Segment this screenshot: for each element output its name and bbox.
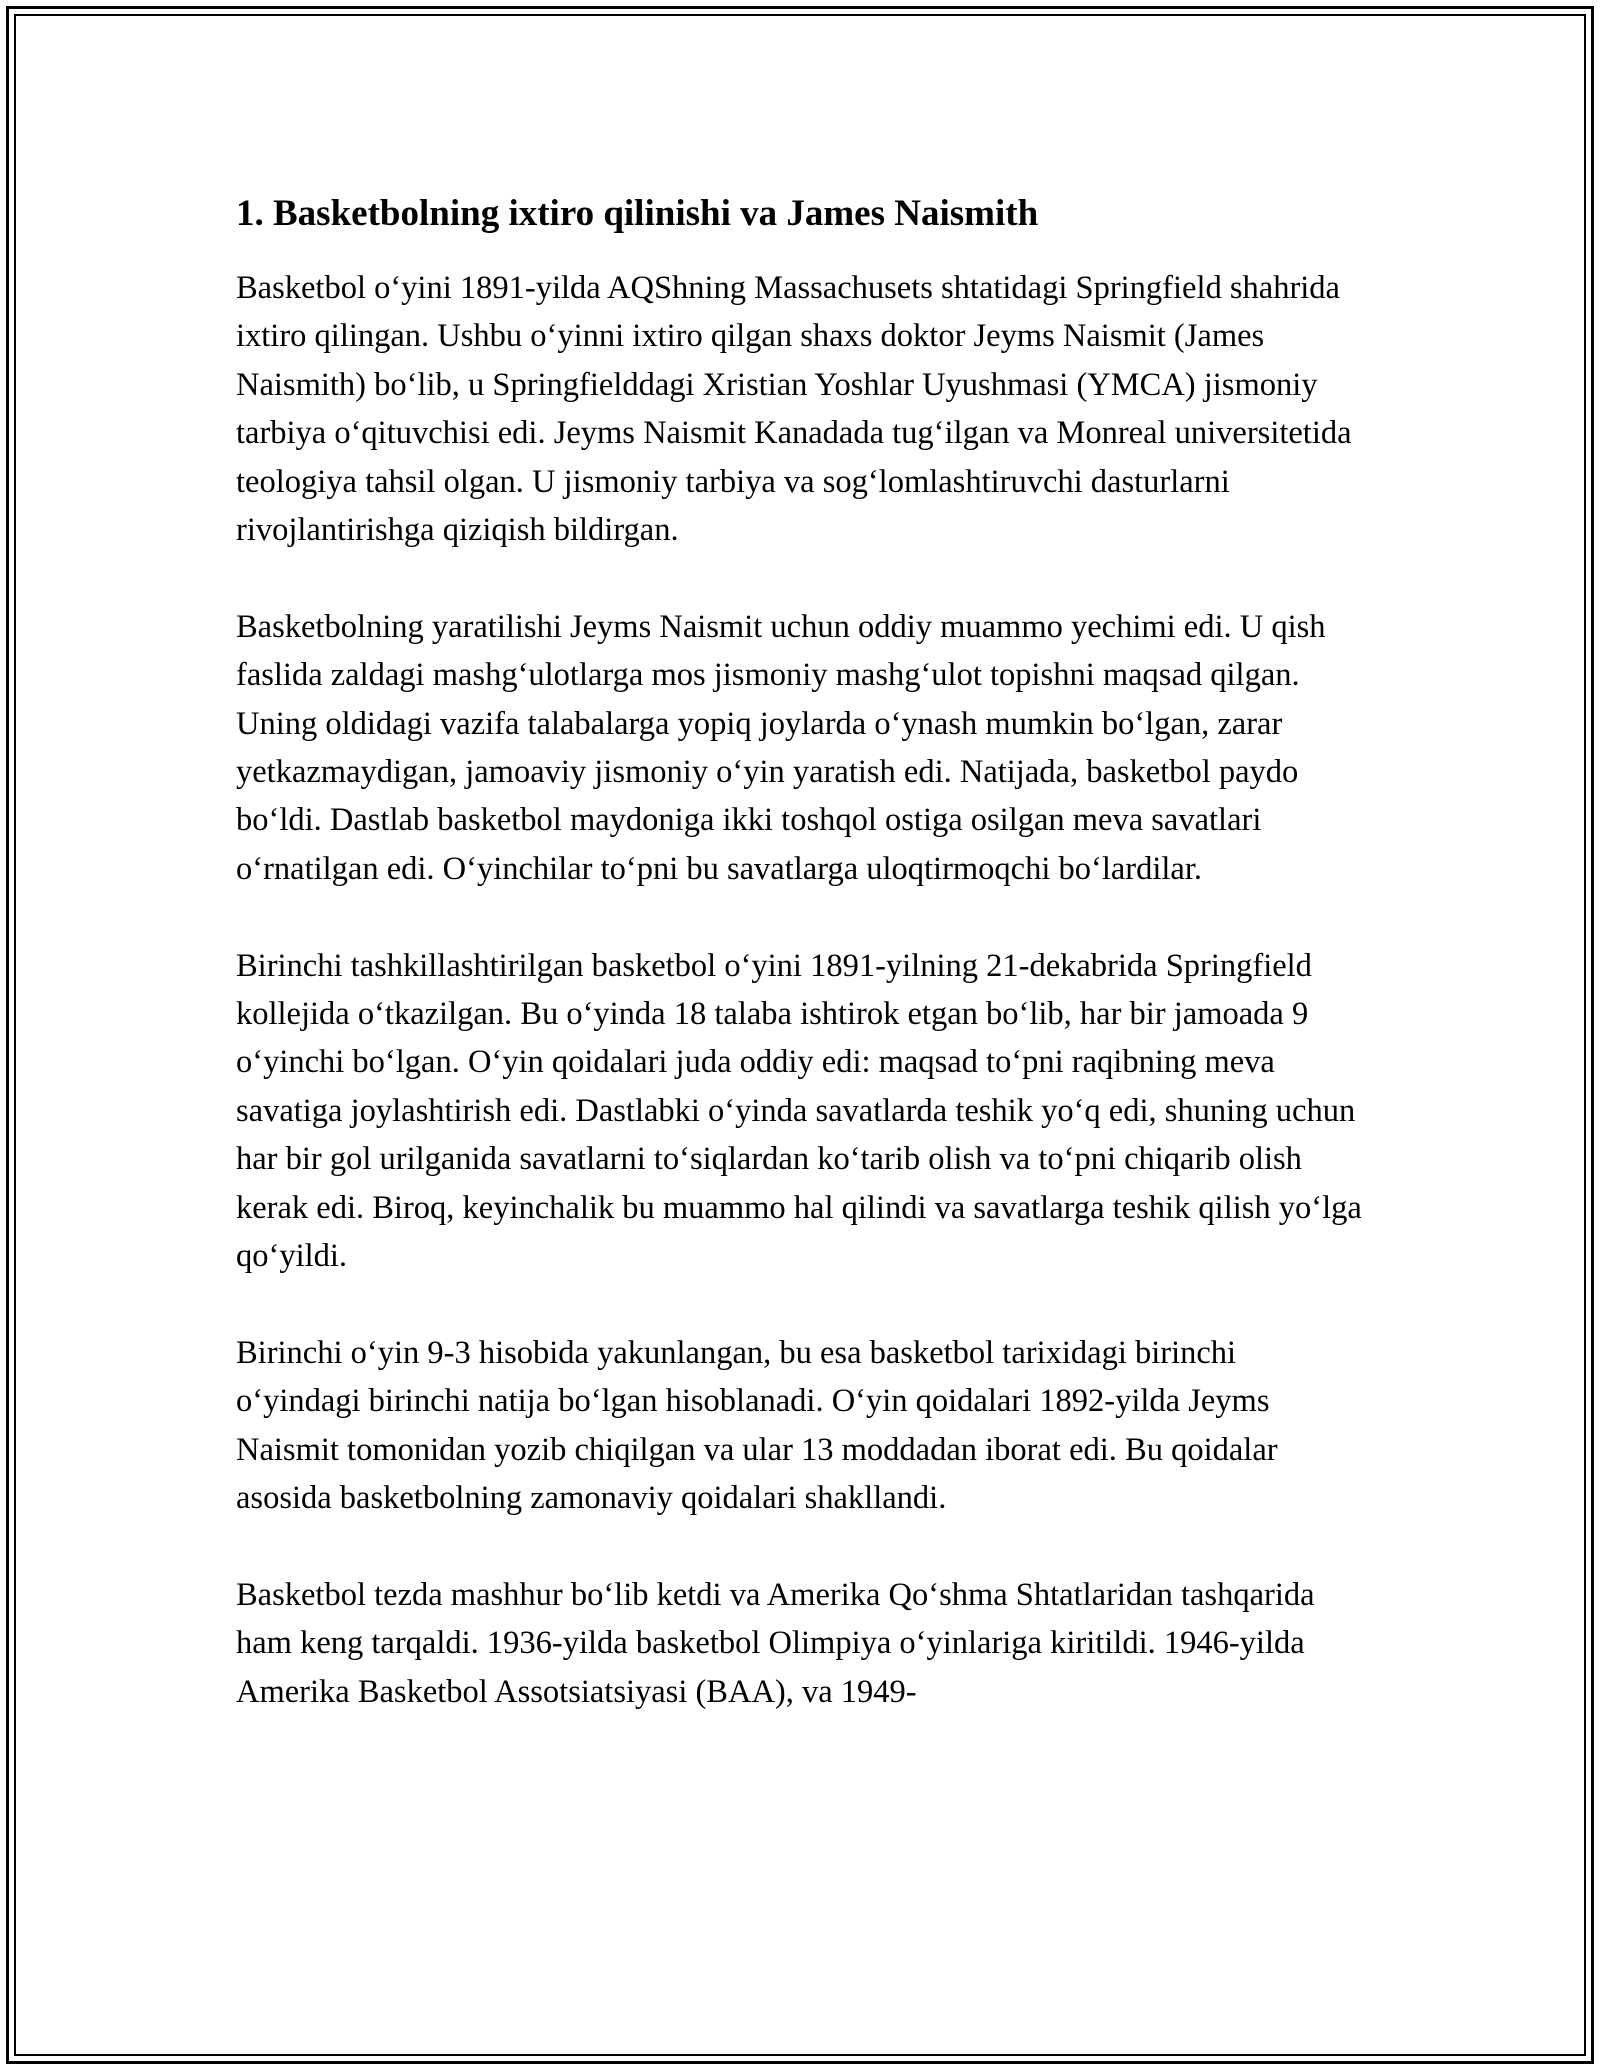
document-body — [236, 188, 1366, 1765]
section-heading: 1. Basketbolning ixtiro qilinishi va James Naismith — [236, 193, 1039, 234]
paragraph-2: Basketbolning yaratilishi Jeyms Naismit uchun oddiy muammo yechimi edi. U qish faslida zaldagi mashg‘ulotlarga mos jismoniy mashg‘ulot topishni maqsad qilgan. Uning oldidagi vazifa talabalarga yopiq joylarda o‘ynash mumkin bo‘lgan, zarar yetkazmaydigan, jamoaviy jismoniy o‘yin yaratish edi. Natijada, basketbol paydo bo‘ldi. Dastlab basketbol maydoniga ikki toshqol ostiga osilgan meva savatlari o‘rnatilgan edi. O‘yinchilar to‘pni bu savatlarga uloqtirmoqchi bo‘lardilar. — [236, 608, 1326, 887]
paragraph-3: Birinchi tashkillashtirilgan basketbol o‘yini 1891-yilning 21-dekabrida Springfield kollejida o‘tkazilgan. Bu o‘yinda 18 talaba ishtirok etgan bo‘lib, har bir jamoada 9 o‘yinchi bo‘lgan. O‘yin qoidalari juda oddiy edi: maqsad to‘pni raqibning meva savatiga joylashtirish edi. Dastlabki o‘yinda savatlarda teshik yo‘q edi, shuning uchun har bir gol urilganida savatlarni to‘siqlardan ko‘tarib olish va to‘pni chiqarib olish kerak edi. Biroq, keyinchalik bu muammo hal qilindi va savatlarga teshik qilish yo‘lga qo‘yildi. — [236, 947, 1362, 1275]
paragraph-1: Basketbol o‘yini 1891-yilda AQShning Massachusets shtatidagi Springfield shahrida ixtiro qilingan. Ushbu o‘yinni ixtiro qilgan shaxs doktor Jeyms Naismit (James Naismith) bo‘lib, u Springfielddagi Xristian Yoshlar Uyushmasi (YMCA) jismoniy tarbiya o‘qituvchisi edi. Jeyms Naismit Kanadada tug‘ilgan va Monreal universitetida teologiya tahsil olgan. U jismoniy tarbiya va sog‘lomlashtiruvchi dasturlarni rivojlantirishga qiziqish bildirgan. — [236, 270, 1352, 549]
paragraph-5: Basketbol tezda mashhur bo‘lib ketdi va Amerika Qo‘shma Shtatlaridan tashqarida ham keng tarqaldi. 1936-yilda basketbol Olimpiya o‘yinlariga kiritildi. 1946-yilda Amerika Basketbol Assotsiatsiyasi (BAA), va 1949- — [236, 1576, 1315, 1710]
paragraph-4: Birinchi o‘yin 9-3 hisobida yakunlangan, bu esa basketbol tarixidagi birinchi o‘yindagi birinchi natija bo‘lgan hisoblanadi. O‘yin qoidalari 1892-yilda Jeyms Naismit tomonidan yozib chiqilgan va ular 13 moddadan iborat edi. Bu qoidalar asosida basketbolning zamonaviy qoidalari shakllandi. — [236, 1334, 1278, 1517]
